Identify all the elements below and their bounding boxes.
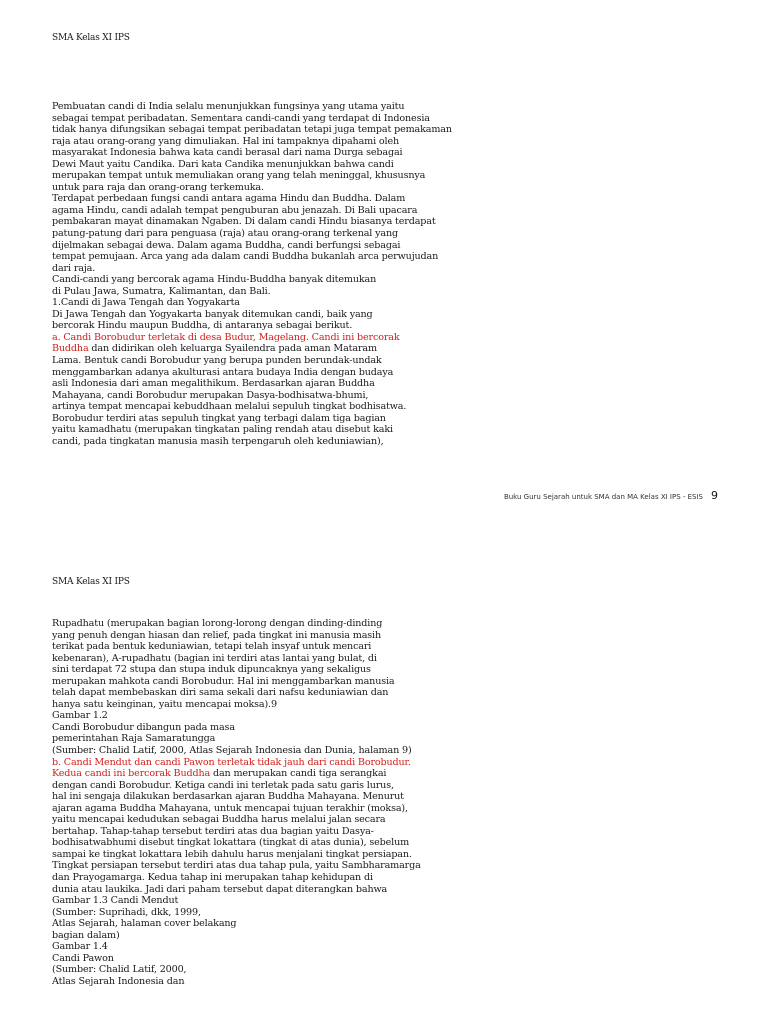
text-line — [52, 941, 432, 953]
text-line — [52, 228, 432, 240]
line-text: (Sumber: Suprihadi, dkk, 1999, — [52, 906, 201, 918]
page-number: 9 — [711, 489, 718, 502]
line-text: menggambarkan adanya akulturasi antara budaya India dengan budaya — [52, 366, 394, 378]
line-text: Atlas Sejarah Indonesia dan — [52, 975, 185, 987]
text-line — [52, 699, 432, 711]
line-text: yang penuh dengan hiasan dan relief, pada tingkat ini manusia masih — [52, 629, 382, 641]
line-text: Lama. Bentuk candi Borobudur yang berupa punden berundak-undak — [52, 355, 382, 367]
line-text: agama Hindu, candi adalah tempat penguburan abu jenazah. Di Bali upacara — [52, 204, 418, 216]
text-line — [52, 216, 436, 228]
line-text: untuk para raja dan orang-orang terkemuka. — [52, 181, 264, 193]
text-line — [52, 826, 432, 838]
text-line — [52, 413, 432, 425]
line-text: dengan candi Borobudur. Ketiga candi ini terletak pada satu garis lurus, — [52, 779, 394, 791]
text-line — [52, 367, 432, 379]
footer-book-title: Buku Guru Sejarah untuk SMA dan MA Kelas XI IPS - ESIS — [503, 493, 703, 501]
page-2 — [0, 512, 768, 1024]
text-line — [52, 263, 432, 275]
text-line — [52, 733, 432, 745]
text-line — [52, 378, 432, 390]
line-text: dunia atau laukika. Jadi dari paham tersebut dapat diterangkan bahwa — [52, 883, 388, 895]
line-text: Di Jawa Tengah dan Yogyakarta banyak ditemukan candi, baik yang — [52, 308, 373, 320]
page-header: SMA Kelas XI IPS — [52, 33, 130, 43]
line-text: Rupadhatu (merupakan bagian lorong-lorong dengan dinding-dinding — [52, 618, 383, 629]
line-text: Atlas Sejarah, halaman cover belakang — [52, 918, 237, 930]
line-text: masyarakat Indonesia bahwa kata candi berasal dari nama Durga sebagai — [52, 147, 403, 159]
line-text: Borobudur terdiri atas sepuluh tingkat yang terbagi dalam tiga bagian — [52, 412, 386, 424]
line-text: (Sumber: Chalid Latif, 2000, Atlas Sejarah Indonesia dan Dunia, halaman 9) — [52, 745, 412, 757]
text-line — [52, 136, 432, 148]
text-line — [52, 860, 432, 872]
text-line — [52, 159, 432, 171]
line-text: hal ini sengaja dilakukan berdasarkan ajaran Buddha Mahayana. Menurut — [52, 791, 404, 803]
line-text: raja atau orang-orang yang dimuliakan. Hal ini tampaknya dipahami oleh — [52, 135, 399, 147]
text-line — [52, 849, 432, 861]
text-line — [52, 653, 432, 665]
line-text: dan didirikan oleh keluarga Syailendra pada aman Mataram — [88, 343, 377, 355]
line-text: kebenaran), A-rupadhatu (bagian ini terdiri atas lantai yang bulat, di — [52, 652, 377, 664]
line-text: yaitu kamadhatu (merupakan tingkatan paling rendah atau disebut kaki — [52, 424, 393, 436]
text-line — [52, 837, 432, 849]
text-line — [52, 147, 432, 159]
line-text: merupakan mahkota candi Borobudur. Hal ini menggambarkan manusia — [52, 675, 395, 687]
text-line — [52, 895, 432, 907]
text-line — [52, 791, 432, 803]
line-text: dan Prayogamarga. Kedua tahap ini merupakan tahap kehidupan di — [52, 872, 373, 884]
line-text: Gambar 1.4 — [52, 941, 108, 953]
line-text: tidak hanya difungsikan sebagai tempat peribadatan tetapi juga tempat pemakaman — [52, 124, 452, 136]
text-line — [52, 976, 432, 988]
highlighted-text: Kedua candi ini bercorak Buddha — [52, 768, 211, 780]
text-line — [52, 240, 432, 252]
text-line — [52, 780, 432, 792]
line-text: ajaran agama Buddha Mahayana, untuk mencapai tujuan terakhir (moksa), — [52, 802, 408, 814]
text-line — [52, 664, 432, 676]
highlighted-text: Buddha — [52, 343, 89, 355]
line-text: Gambar 1.3 Candi Mendut — [52, 895, 179, 907]
page-body — [52, 101, 452, 447]
text-line — [52, 676, 432, 688]
line-text: Candi Borobudur dibangun pada masa — [52, 721, 235, 733]
line-text: artinya tempat mencapai kebuddhaan melalui sepuluh tingkat bodhisatwa. — [52, 401, 407, 413]
line-text: Tingkat persiapan tersebut terdiri atas dua tahap pula, yaitu Sambharamarga — [52, 860, 421, 872]
line-text: tempat pemujaan. Arca yang ada dalam candi Buddha bukanlah arca perwujudan — [52, 251, 439, 263]
text-line — [52, 251, 439, 263]
text-line — [52, 355, 432, 367]
line-text: Pembuatan candi di India selalu menunjukkan fungsinya yang utama yaitu — [52, 101, 405, 112]
text-line — [52, 884, 432, 896]
text-line — [52, 722, 432, 734]
text-line — [52, 401, 432, 413]
line-text: terikat pada bentuk keduniawian, tetapi telah insyaf untuk mencari — [52, 641, 372, 653]
text-line — [52, 101, 432, 113]
text-line — [52, 907, 432, 919]
text-line — [52, 309, 432, 321]
text-line — [52, 710, 432, 722]
line-text: bertahap. Tahap-tahap tersebut terdiri atas dua bagian yaitu Dasya- — [52, 825, 374, 837]
text-line — [52, 918, 432, 930]
text-line — [52, 320, 432, 332]
line-text: asli Indonesia dari aman megalithikum. Berdasarkan ajaran Buddha — [52, 378, 375, 390]
line-text: Mahayana, candi Borobudur merupakan Dasya-bodhisatwa-bhumi, — [52, 389, 369, 401]
line-text: bodhisatwabhumi disebut tingkat lokattara (tingkat di atas dunia), sebelum — [52, 837, 410, 849]
text-line — [52, 124, 452, 136]
text-line — [52, 953, 432, 965]
text-line — [52, 182, 432, 194]
line-text: bagian dalam) — [52, 929, 120, 941]
line-text: Terdapat perbedaan fungsi candi antara agama Hindu dan Buddha. Dalam — [52, 193, 406, 205]
text-line — [52, 872, 432, 884]
line-text: di Pulau Jawa, Sumatra, Kalimantan, dan Bali. — [52, 285, 271, 297]
line-text: Candi-candi yang bercorak agama Hindu-Buddha banyak ditemukan — [52, 274, 377, 286]
line-text: dan merupakan candi tiga serangkai — [210, 768, 387, 780]
line-text: yaitu mencapai kedudukan sebagai Buddha harus melalui jalan secara — [52, 814, 386, 826]
text-line — [52, 193, 432, 205]
line-text: pembakaran mayat dinamakan Ngaben. Di dalam candi Hindu biasanya terdapat — [52, 216, 436, 228]
text-line — [52, 803, 432, 815]
line-text: bercorak Hindu maupun Buddha, di antaranya sebagai berikut. — [52, 320, 353, 332]
text-line — [52, 964, 432, 976]
text-line — [52, 332, 432, 344]
text-line — [52, 641, 432, 653]
line-text: (Sumber: Chalid Latif, 2000, — [52, 964, 187, 976]
highlighted-text: a. Candi Borobudur terletak di desa Budur, Magelang. Candi ini bercorak — [52, 331, 400, 343]
page-header: SMA Kelas XI IPS — [52, 577, 130, 587]
text-line — [52, 814, 432, 826]
text-line — [52, 170, 432, 182]
page-body — [52, 618, 432, 988]
text-line — [52, 630, 432, 642]
text-line — [52, 274, 432, 286]
text-line — [52, 286, 432, 298]
line-text: Candi Pawon — [52, 952, 114, 964]
line-text: pemerintahan Raja Samaratungga — [52, 733, 216, 745]
line-text: sampai ke tingkat lokattara lebih dahulu harus menjalani tingkat persiapan. — [52, 848, 412, 860]
line-text: 1.Candi di Jawa Tengah dan Yogyakarta — [52, 297, 240, 309]
line-text: candi, pada tingkatan manusia masih terpengaruh oleh keduniawian), — [52, 435, 384, 447]
text-line — [52, 436, 432, 448]
text-line — [52, 768, 432, 780]
line-text: Gambar 1.2 — [52, 710, 108, 722]
line-text: telah dapat membebaskan diri sama sekali dari nafsu keduniawian dan — [52, 687, 389, 699]
page-footer — [504, 489, 718, 502]
text-line — [52, 205, 432, 217]
line-text: sini terdapat 72 stupa dan stupa induk dipuncaknya yang sekaligus — [52, 664, 371, 676]
text-line — [52, 424, 432, 436]
line-text: sebagai tempat peribadatan. Sementara candi-candi yang terdapat di Indonesia — [52, 112, 430, 124]
line-text: dari raja. — [52, 262, 96, 274]
highlighted-text: b. Candi Mendut dan candi Pawon terletak tidak jauh dari candi Borobudur. — [52, 756, 411, 768]
line-text: merupakan tempat untuk memuliakan orang yang telah meninggal, khususnya — [52, 170, 426, 182]
text-line — [52, 618, 432, 630]
text-line — [52, 930, 432, 942]
text-line — [52, 745, 432, 757]
text-line — [52, 687, 432, 699]
line-text: Dewi Maut yaitu Candika. Dari kata Candika menunjukkan bahwa candi — [52, 158, 394, 170]
text-line — [52, 343, 432, 355]
text-line — [52, 390, 432, 402]
text-line — [52, 297, 432, 309]
line-text: patung-patung dari para penguasa (raja) atau orang-orang terkenal yang — [52, 228, 398, 240]
text-line — [52, 113, 432, 125]
line-text: dijelmakan sebagai dewa. Dalam agama Buddha, candi berfungsi sebagai — [52, 239, 401, 251]
text-line — [52, 757, 432, 769]
line-text: hanya satu keinginan, yaitu mencapai moksa).9 — [52, 698, 277, 710]
